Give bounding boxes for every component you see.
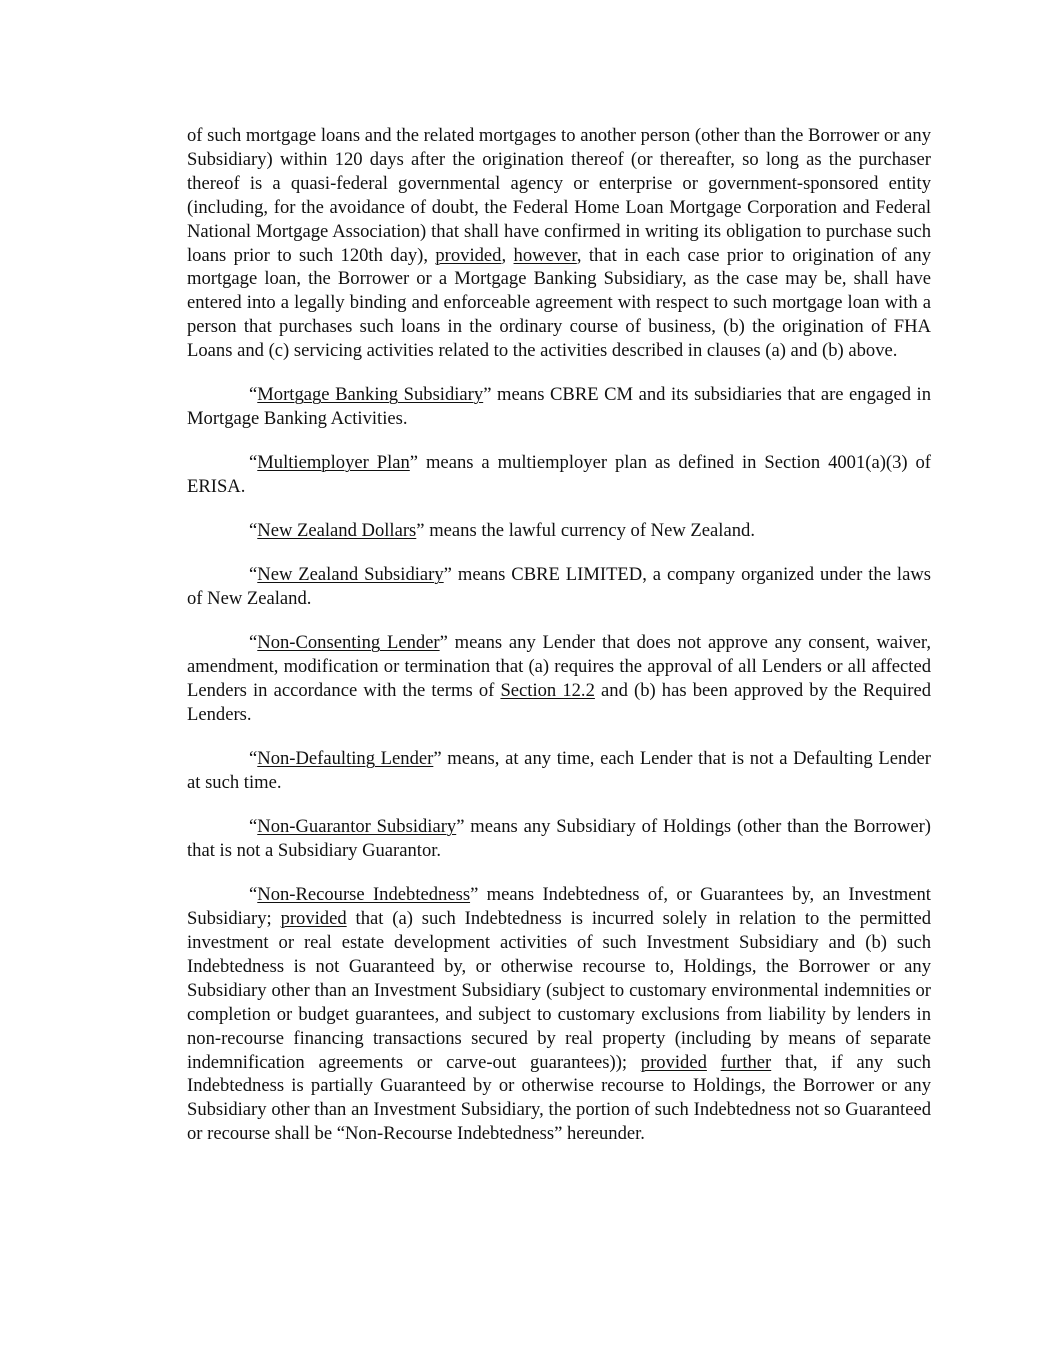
- defined-term: Non-Consenting Lender: [257, 632, 440, 654]
- definition-multiemployer-plan: [187, 451, 931, 499]
- definition-mortgage-banking-subsidiary: [187, 383, 931, 431]
- further-term: further: [720, 1051, 772, 1073]
- open-quote: “: [249, 384, 258, 406]
- definition-text: ” means CBRE CM and its subsidiaries that are engaged in Mortgage Banking Activities.: [187, 384, 932, 430]
- definition-text: that, if any such Indebtedness is partially Guaranteed by or otherwise recourse to Holdings, the Borrower or any Subsidiary other than an Investment Subsidiary, the portion of such Indebtedness not so Guaranteed or recourse shall be “Non-Recourse Indebtedness” hereunder.: [187, 1051, 931, 1145]
- provided-term: provided: [640, 1051, 707, 1073]
- definition-non-consenting-lender: [187, 631, 931, 727]
- defined-term: Multiemployer Plan: [257, 452, 410, 474]
- definition-text: ” means any Lender that does not approve any consent, waiver, amendment, modification or termination that (a) requires the approval of all Lenders or all affected Lenders in accordance with the terms of: [187, 632, 931, 702]
- definition-non-defaulting-lender: [187, 747, 931, 795]
- definition-text: ” means Indebtedness of, or Guarantees by, an Investment Subsidiary;: [187, 884, 931, 930]
- however-term: however: [513, 244, 577, 266]
- paragraph-mortgage-banking-activities-continued: [187, 124, 931, 363]
- space: [707, 1052, 721, 1073]
- provided-term: provided: [435, 244, 502, 266]
- open-quote: “: [249, 452, 258, 474]
- defined-term: Non-Recourse Indebtedness: [257, 884, 471, 906]
- defined-term: Mortgage Banking Subsidiary: [257, 384, 484, 406]
- defined-term: Non-Defaulting Lender: [257, 748, 434, 770]
- definition-text: and (b) has been approved by the Required Lenders.: [187, 680, 931, 726]
- provided-term: provided: [280, 908, 347, 930]
- open-quote: “: [249, 816, 258, 838]
- section-reference: Section 12.2: [500, 680, 595, 702]
- definition-text: ” means the lawful currency of New Zealand.: [416, 520, 755, 542]
- definition-text: ” means CBRE LIMITED, a company organized under the laws of New Zealand.: [187, 564, 931, 610]
- text: ,: [501, 244, 514, 266]
- open-quote: “: [249, 564, 258, 586]
- definition-new-zealand-subsidiary: [187, 563, 931, 611]
- open-quote: “: [249, 520, 258, 542]
- defined-term: New Zealand Dollars: [257, 520, 417, 542]
- definition-text: ” means a multiemployer plan as defined in Section 4001(a)(3) of ERISA.: [187, 452, 932, 498]
- definition-non-guarantor-subsidiary: [187, 815, 931, 863]
- defined-term: Non-Guarantor Subsidiary: [257, 816, 457, 838]
- defined-term: New Zealand Subsidiary: [257, 564, 444, 586]
- open-quote: “: [249, 632, 258, 654]
- definition-text: that (a) such Indebtedness is incurred solely in relation to the permitted investment or real estate development activities of such Investment Subsidiary and (b) such Indebtedness is not Guaranteed by, or otherwise recourse to, Holdings, the Borrower or any Subsidiary other than an Investment Subsidiary (subject to customary environmental indemnities or completion or budget guarantees, and subject to customary exclusions from liability by lenders in non-recourse financing transactions secured by real property (including by means of separate indemnification agreements or carve-out guarantees));: [187, 908, 931, 1073]
- document-page: [187, 124, 931, 1166]
- definition-non-recourse-indebtedness: [187, 883, 931, 1146]
- text: , that in each case prior to origination of any mortgage loan, the Borrower or a Mortgage Banking Subsidiary, as the case may be, shall have entered into a legally binding and enforceable agreement with respect to such mortgage loan with a person that purchases such loans in the ordinary course of business, (b) the origination of FHA Loans and (c) servicing activities related to the activities described in clauses (a) and (b) above.: [187, 244, 931, 362]
- text: of such mortgage loans and the related mortgages to another person (other than the Borrower or any Subsidiary) within 120 days after the origination thereof (or thereafter, so long as the purchaser thereof is a quasi-federal governmental agency or enterprise or government-sponsored entity (including, for the avoidance of doubt, the Federal Home Loan Mortgage Corporation and Federal National Mortgage Association) that shall have confirmed in writing its obligation to purchase such loans prior to such 120th day),: [187, 125, 931, 266]
- definition-text: ” means, at any time, each Lender that is not a Defaulting Lender at such time.: [187, 748, 931, 794]
- definition-text: ” means any Subsidiary of Holdings (other than the Borrower) that is not a Subsidiary Guarantor.: [187, 816, 931, 862]
- open-quote: “: [249, 748, 258, 770]
- definition-new-zealand-dollars: [187, 519, 931, 543]
- open-quote: “: [249, 884, 258, 906]
